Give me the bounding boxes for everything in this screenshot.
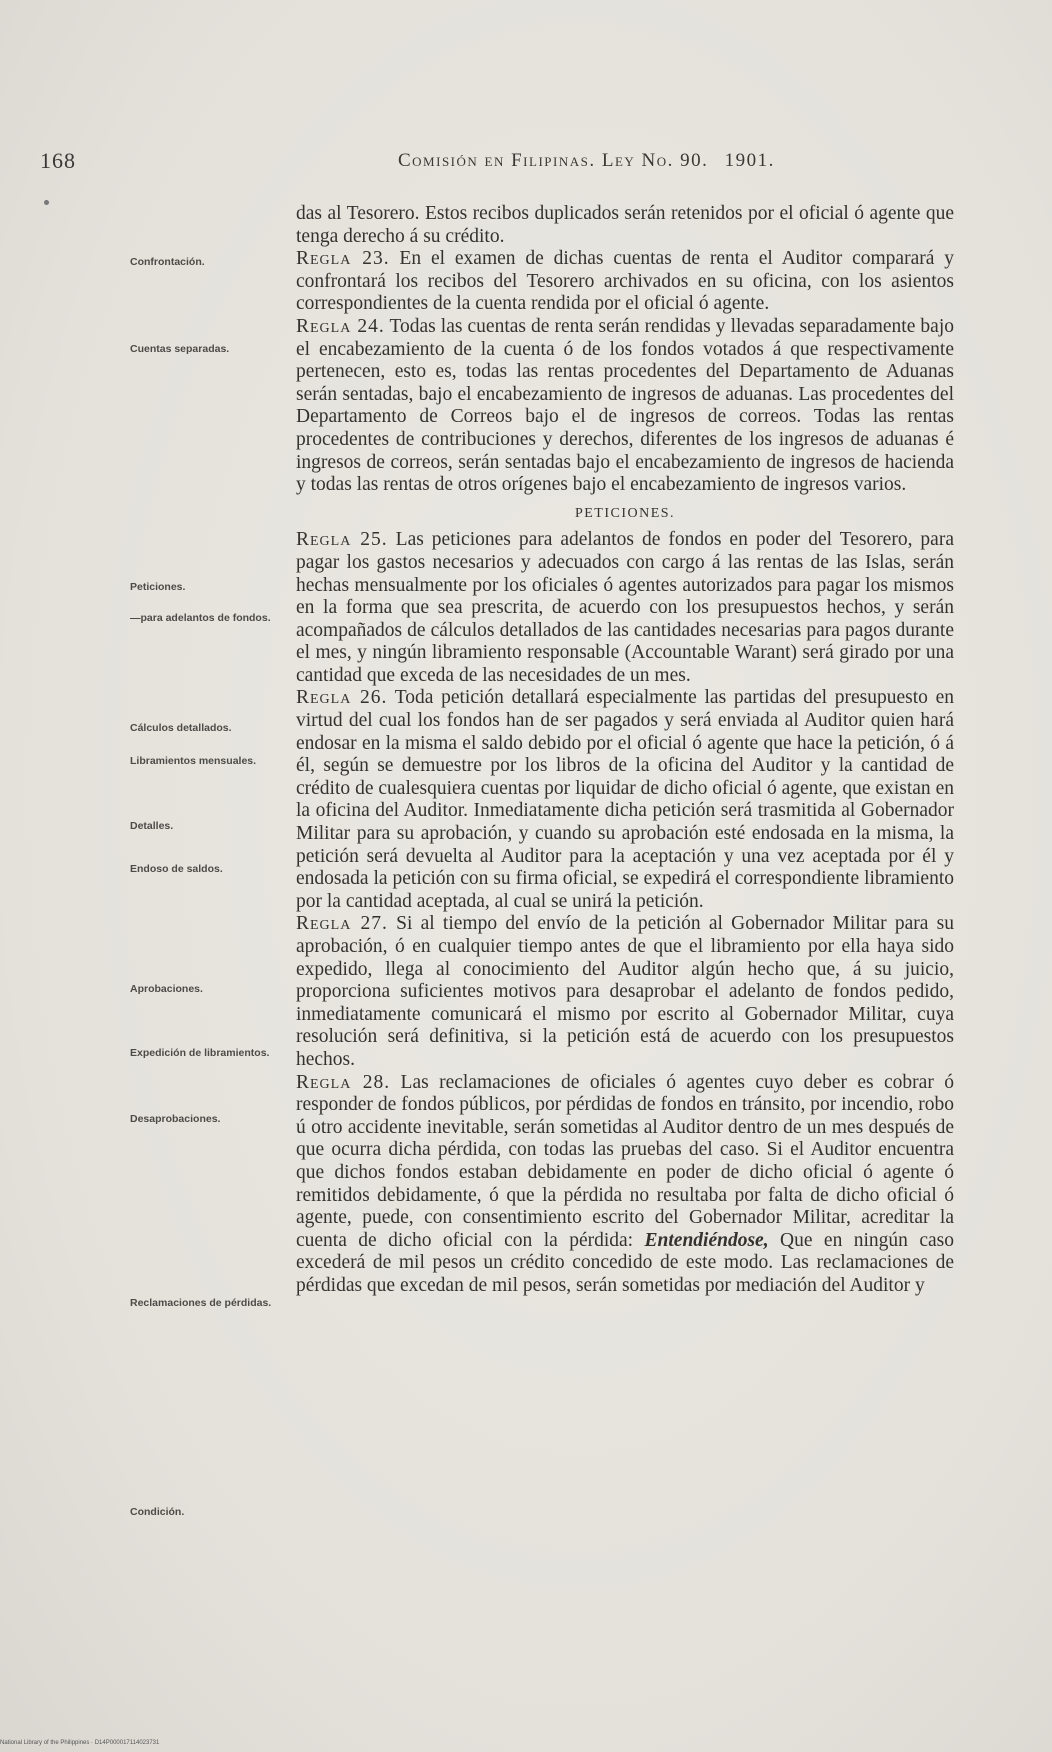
margin-note-desaprobaciones: Desaprobaciones. — [130, 1113, 221, 1125]
paragraph-regla-25 — [296, 529, 954, 687]
margin-note-detalles: Detalles. — [130, 820, 174, 832]
margin-note-libramientos-mensuales: Libramientos mensuales. — [130, 755, 257, 767]
margin-note-adelantos: —para adelantos de fondos. — [130, 612, 271, 624]
paragraph-regla-24 — [296, 316, 954, 497]
paragraph-regla-28 — [296, 1072, 954, 1298]
page-dot-mark — [44, 200, 49, 205]
rule-text: Si al tiempo del envío de la petición al Gobernador Militar para su aprobación, ó en cualquier tiempo antes de que el libramiento por ella haya sido expedido, llega al conocimiento del Auditor algún hecho que, á su juicio, proporciona suficientes motivos para desaprobar el adelanto de fondos pedido, inmediatamente comunicará el mismo por escrito al Gobernador Militar, cuya resolución será definitiva, si la petición está de acuerdo con los presupuestos hechos. — [296, 913, 954, 1070]
body-text — [296, 203, 954, 1298]
margin-note-aprobaciones: Aprobaciones. — [130, 983, 203, 995]
year: 1901. — [724, 150, 775, 171]
rule-text: En el examen de dichas cuentas de renta el Auditor comparará y confrontará los recibos del Tesorero archivados en su oficina, con los asientos correspondientes de la cuenta rendida por el oficial ó agente. — [296, 248, 954, 315]
rule-label: Regla 26. — [296, 687, 388, 709]
margin-note-calculos: Cálculos detallados. — [130, 722, 232, 734]
scan-footer: National Library of the Philippines · D14P000017114023731 — [0, 1740, 160, 1746]
margin-note-peticiones: Peticiones. — [130, 581, 186, 593]
running-head — [398, 150, 775, 172]
margin-note-confrontacion: Confrontación. — [130, 256, 205, 268]
rule-text-continued: Que en ningún caso excederá de mil pesos un crédito concedido de este modo. Las reclamaciones de pérdidas que excedan de mil pesos, serán sometidas por mediación del Auditor y — [296, 1229, 954, 1296]
rule-emphasis: Entendiéndose, — [644, 1229, 769, 1251]
rule-text: Las reclamaciones de oficiales ó agentes cuyo deber es cobrar ó responder de fondos públicos, por pérdidas de fondos en tránsito, por incendio, robo ú otro accidente inevitable, serán sometidas al Auditor dentro de un mes después de que ocurra dicha pérdida, con todas las pruebas del caso. Si el Auditor encuentra que dichos fondos estaban debidamente en poder de dicho oficial ó agente ó remitidos debidamente, ó que la pérdida no resultaba por falta de dicho oficial ó agente, puede, con consentimiento escrito del Gobernador Militar, acreditar la cuenta de dicho oficial con la pérdida: — [296, 1071, 954, 1251]
margin-note-cuentas-separadas: Cuentas separadas. — [130, 343, 230, 355]
paragraph-regla-23 — [296, 248, 954, 316]
rule-label: Regla 23. — [296, 248, 390, 270]
rule-text: Las peticiones para adelantos de fondos en poder del Tesorero, para pagar los gastos necesarios y adecuados con cargo á las rentas de las Islas, serán hechas mensualmente por los oficiales ó agentes autorizados para pagar los mismos en la forma que sea prescrita, de acuerdo con los presupuestos hechos, y serán acompañados de cálculos detallados de las cantidades necesarias para pagos durante el mes, y ningún libramiento responsable (Accountable Warant) será girado por una cantidad que exceda de las necesidades de un mes. — [296, 529, 954, 686]
running-title: Comisión en Filipinas. — [398, 150, 596, 171]
paragraph-regla-26 — [296, 687, 954, 913]
margin-note-reclamaciones: Reclamaciones de pérdidas. — [130, 1297, 272, 1309]
rule-label: Regla 27. — [296, 913, 388, 935]
section-heading: PETICIONES. — [574, 505, 676, 521]
margin-note-expedicion: Expedición de libramientos. — [130, 1047, 270, 1059]
rule-text: Todas las cuentas de renta serán rendidas y llevadas separadamente bajo el encabezamiento de la cuenta ó de los fondos votados á que respectivamente pertenecen, esto es, todas las rentas procedentes del Departamento de Aduanas serán sentadas, bajo el encabezamiento de ingresos de aduanas. Las procedentes del Departamento de Correos bajo el de ingresos de correos. Todas las rentas procedentes de contribuciones y derechos, diferentes de los ingresos de aduanas é ingresos de correos, serán sentadas bajo el encabezamiento de ingresos de hacienda y todas las rentas de otros orígenes bajo el encabezamiento de ingresos varios. — [296, 315, 954, 496]
margin-note-endoso: Endoso de saldos. — [130, 863, 223, 875]
page-number: 168 — [40, 148, 76, 173]
paragraph-continuation: das al Tesorero. Estos recibos duplicados serán retenidos por el oficial ó agente que tenga derecho á su crédito. — [296, 203, 954, 247]
paragraph-regla-27 — [296, 913, 954, 1071]
rule-label: Regla 25. — [296, 529, 388, 551]
rule-label: Regla 24. — [296, 315, 385, 337]
law-number: Ley No. 90. — [601, 150, 709, 171]
rule-label: Regla 28. — [296, 1071, 391, 1093]
margin-note-condicion: Condición. — [130, 1506, 185, 1518]
rule-text: Toda petición detallará especialmente las partidas del presupuesto en virtud del cual los fondos han de ser pagados y será enviada al Auditor quien hará endosar en la misma el saldo debido por el oficial ó agente que hace la petición, ó á él, según se demuestre por los libros de la oficina del Auditor y la cantidad de crédito de cualesquiera cuentas por liquidar de dicho oficial ó agente, que existan en la oficina del Auditor. Inmediatamente dicha petición será trasmitida al Gobernador Militar para su aprobación, y cuando su aprobación esté endosada en la misma, la petición será devuelta al Auditor para la aceptación y una vez aceptada por él y endosada la petición con su firma oficial, se expedirá el correspondiente libramiento por la cantidad aceptada, al cual se unirá la petición. — [296, 687, 954, 912]
